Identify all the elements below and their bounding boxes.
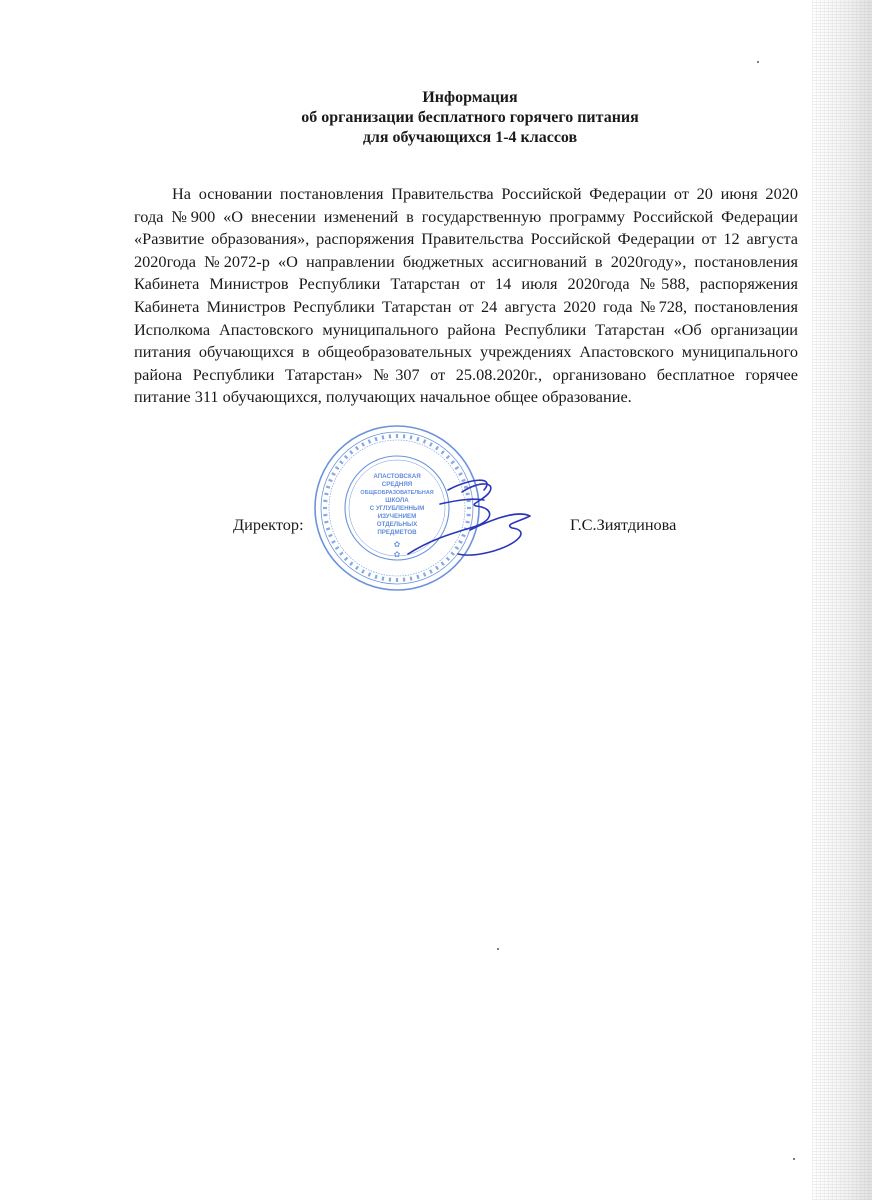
stamp-ring-mark: [324, 521, 328, 524]
stamp-line-8: ПРЕДМЕТОВ: [377, 529, 417, 536]
stamp-ring-mark: [326, 485, 330, 488]
stamp-ring-mark: [416, 437, 419, 441]
title-line-1: Информация: [422, 89, 518, 106]
stamp-ring-mark: [416, 575, 419, 579]
stamp-ring-mark: [326, 527, 330, 530]
stamp-ring-mark: [374, 437, 377, 441]
stamp-ring-mark: [441, 450, 445, 454]
stamp-line-4: ШКОЛА: [385, 497, 409, 504]
stamp-ring-mark: [344, 455, 348, 459]
stamp-ring-mark: [361, 442, 365, 447]
stamp-ring-mark: [429, 442, 433, 447]
stamp-ring-mark: [331, 540, 336, 544]
stamp-ring-mark: [339, 552, 343, 556]
stamp-line-3: ОБЩЕОБРАЗОВАТЕЛЬНАЯ: [360, 490, 434, 496]
svg-text:✿: ✿: [393, 540, 401, 549]
scan-speck: [757, 61, 759, 63]
stamp-ring-mark: [355, 446, 359, 451]
stamp-line-1: АПАСТОВСКАЯ: [373, 473, 421, 480]
stamp-ring-mark: [410, 435, 413, 439]
stamp-ring-mark: [324, 492, 328, 495]
stamp-ring-mark: [435, 446, 439, 451]
scan-speck: [793, 1158, 795, 1160]
director-signature: [400, 470, 540, 570]
title-line-3: для обучающихся 1-4 классов: [362, 129, 578, 146]
director-name: Г.С.Зиятдинова: [570, 515, 677, 534]
main-paragraph: На основании постановления Правительства Российской Федерации от 20 июня 2020 года №900 «О внесении изменений в государственную программу Российской Федерации «Развитие образования», распоряжения Правительства Российской Федерации от 12 августа 2020года №2072-р «О направлении бюджетных ассигнований в 2020году», постановления Кабинета Министров Республики Татарстан от 14 июля 2020года №588, распоряжения Кабинета Министров Республики Татарстан от 24 августа 2020 года №728, постановления Исполкома Апастовского муниципального района Республики Татарстан «Об организации питания обучающихся в общеобразовательных учреждениях Апастовского муниципального района Республики Татарстан» №307 от 25.08.2020г., организовано бесплатное горячее питание 311 обучающихся, получающих начальное общее образование.: [134, 184, 798, 407]
stamp-ring-mark: [446, 455, 450, 459]
stamp-ring-mark: [396, 578, 398, 582]
stamp-ring-mark: [368, 439, 372, 444]
stamp-ring-mark: [450, 460, 454, 464]
stamp-ring-mark: [381, 435, 384, 439]
stamp-ring-mark: [331, 472, 336, 476]
stamp-line-5: С УГЛУБЛЕННЫМ: [369, 505, 425, 512]
stamp-ring-mark: [410, 576, 413, 580]
stamp-ring-mark: [349, 561, 353, 565]
document-title: [0, 88, 872, 148]
stamp-ring-mark: [339, 460, 343, 464]
stamp-ring-mark: [335, 466, 340, 470]
stamp-ring-mark: [423, 439, 427, 444]
stamp-ring-mark: [381, 576, 384, 580]
stamp-ring-mark: [389, 434, 392, 438]
stamp-ring-mark: [335, 546, 340, 550]
stamp-ring-mark: [323, 500, 327, 503]
stamp-ring-mark: [349, 450, 353, 454]
stamp-line-2: СРЕДНЯЯ: [381, 481, 413, 488]
stamp-ring-mark: [323, 507, 327, 509]
svg-text:✿: ✿: [393, 550, 401, 559]
stamp-ring-mark: [323, 514, 327, 517]
stamp-ring-mark: [328, 534, 333, 538]
stamp-ring-mark: [328, 479, 333, 483]
stamp-ring-mark: [389, 578, 392, 582]
stamp-ring-mark: [396, 434, 398, 438]
scanner-edge-noise: [812, 0, 872, 1200]
director-label: Директор:: [233, 515, 304, 534]
stamp-ring-mark: [368, 572, 372, 577]
scan-speck: [497, 948, 499, 950]
stamp-line-6: ИЗУЧЕНИЕМ: [377, 513, 417, 520]
stamp-ring-mark: [423, 572, 427, 577]
stamp-ring-mark: [355, 566, 359, 571]
stamp-ring-mark: [374, 575, 377, 579]
title-line-2: об организации бесплатного горячего питания: [301, 109, 639, 126]
stamp-ring-mark: [403, 578, 406, 582]
stamp-ring-mark: [344, 557, 348, 561]
stamp-line-7: ОТДЕЛЬНЫХ: [376, 521, 418, 528]
stamp-ring-mark: [361, 569, 365, 574]
stamp-ring-mark: [403, 434, 406, 438]
